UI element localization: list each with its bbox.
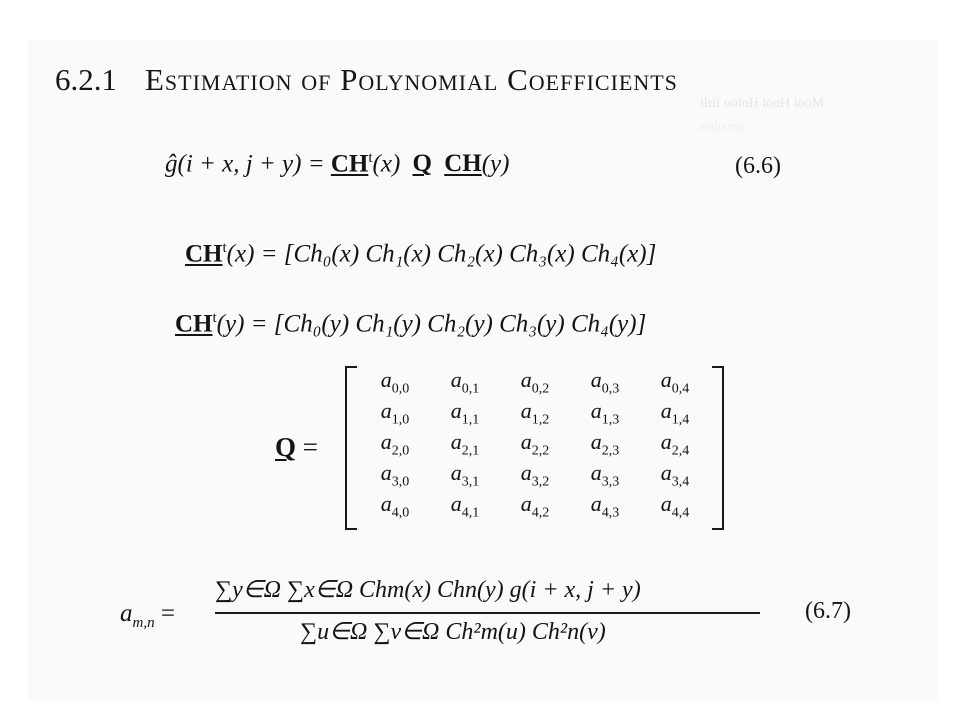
equation-number: (6.7) bbox=[805, 598, 851, 624]
coefficient-symbol: a bbox=[120, 600, 133, 627]
matrix-cell: $a_{0,1}$ bbox=[450, 367, 480, 397]
section-heading bbox=[55, 62, 678, 98]
matrix-cell: $a_{2,3}$ bbox=[590, 429, 620, 459]
fraction-numerator bbox=[215, 575, 641, 604]
coefficient-subscript: m,n bbox=[132, 615, 155, 631]
matrix-cell: $a_{1,4}$ bbox=[660, 398, 690, 428]
bleed-through-text: noitsms bbox=[700, 120, 744, 135]
ch-arg: (x) bbox=[372, 150, 401, 178]
matrix-cell: $a_{3,2}$ bbox=[520, 460, 550, 490]
matrix-cell: $a_{0,2}$ bbox=[520, 367, 550, 397]
ch-vector: CH bbox=[185, 240, 223, 268]
eq-lhs: ĝ(i + x, j + y) = bbox=[165, 150, 325, 178]
equation-6-6 bbox=[165, 150, 509, 178]
matrix-left-bracket bbox=[345, 366, 357, 530]
matrix-cell: $a_{3,3}$ bbox=[590, 460, 620, 490]
matrix-cell: $a_{4,2}$ bbox=[520, 491, 550, 521]
equals-sign: = bbox=[160, 600, 175, 627]
q-matrix-label bbox=[275, 432, 318, 463]
matrix-cell: $a_{1,2}$ bbox=[520, 398, 550, 428]
ch-arg: (y) bbox=[481, 150, 510, 178]
matrix-cell: $a_{1,1}$ bbox=[450, 398, 480, 428]
ch-y-definition bbox=[175, 310, 646, 338]
equals-sign: = bbox=[302, 432, 318, 462]
bleed-through-text: ilrii ooioH looH looM bbox=[700, 96, 825, 111]
matrix-cell: $a_{3,1}$ bbox=[450, 460, 480, 490]
matrix-cell: $a_{4,3}$ bbox=[590, 491, 620, 521]
matrix-cell: $a_{4,4}$ bbox=[660, 491, 690, 521]
transpose-sup: t bbox=[212, 310, 217, 326]
equation-number: (6.6) bbox=[735, 153, 781, 179]
q-matrix-symbol: Q bbox=[275, 432, 297, 462]
matrix-cell: $a_{0,0}$ bbox=[380, 367, 410, 397]
matrix-cell: $a_{2,2}$ bbox=[520, 429, 550, 459]
transpose-sup: t bbox=[368, 150, 373, 166]
matrix-cell: $a_{0,4}$ bbox=[660, 367, 690, 397]
matrix-cell: $a_{3,0}$ bbox=[380, 460, 410, 490]
section-title: Estimation of Polynomial Coefficients bbox=[145, 62, 678, 97]
matrix-cell: $a_{4,1}$ bbox=[450, 491, 480, 521]
matrix-cell: $a_{4,0}$ bbox=[380, 491, 410, 521]
matrix-cell: $a_{2,4}$ bbox=[660, 429, 690, 459]
q-matrix-symbol: Q bbox=[412, 150, 432, 178]
matrix-cell: $a_{1,0}$ bbox=[380, 398, 410, 428]
matrix-right-bracket bbox=[712, 366, 724, 530]
matrix-cell: $a_{1,3}$ bbox=[590, 398, 620, 428]
ch-vector: CH bbox=[175, 310, 213, 338]
ch-x-rhs: [Ch₀(x) Ch₁(x) Ch₂(x) Ch₃(x) Ch₄(x)] bbox=[283, 240, 657, 268]
transpose-sup: t bbox=[222, 240, 227, 256]
ch-x-definition bbox=[185, 240, 656, 268]
ch-arg: (y) = bbox=[216, 310, 268, 338]
coefficient-lhs bbox=[120, 600, 175, 632]
numerator-text: ∑y∈Ω ∑x∈Ω Chm(x) Chn(y) g(i + x, j + y) bbox=[215, 577, 641, 603]
matrix-cell: $a_{2,0}$ bbox=[380, 429, 410, 459]
ch-arg: (x) = bbox=[226, 240, 278, 268]
ch-y-rhs: [Ch₀(y) Ch₁(y) Ch₂(y) Ch₃(y) Ch₄(y)] bbox=[273, 310, 647, 338]
q-matrix bbox=[360, 367, 710, 521]
section-number: 6.2.1 bbox=[55, 62, 117, 97]
fraction-bar bbox=[215, 612, 760, 614]
matrix-cell: $a_{0,3}$ bbox=[590, 367, 620, 397]
denominator-text: ∑u∈Ω ∑v∈Ω Ch²m(u) Ch²n(v) bbox=[300, 619, 606, 645]
matrix-cell: $a_{2,1}$ bbox=[450, 429, 480, 459]
fraction-denominator bbox=[300, 617, 606, 646]
ch-vector: CH bbox=[330, 150, 369, 178]
ch-vector: CH bbox=[444, 150, 482, 178]
matrix-cell: $a_{3,4}$ bbox=[660, 460, 690, 490]
